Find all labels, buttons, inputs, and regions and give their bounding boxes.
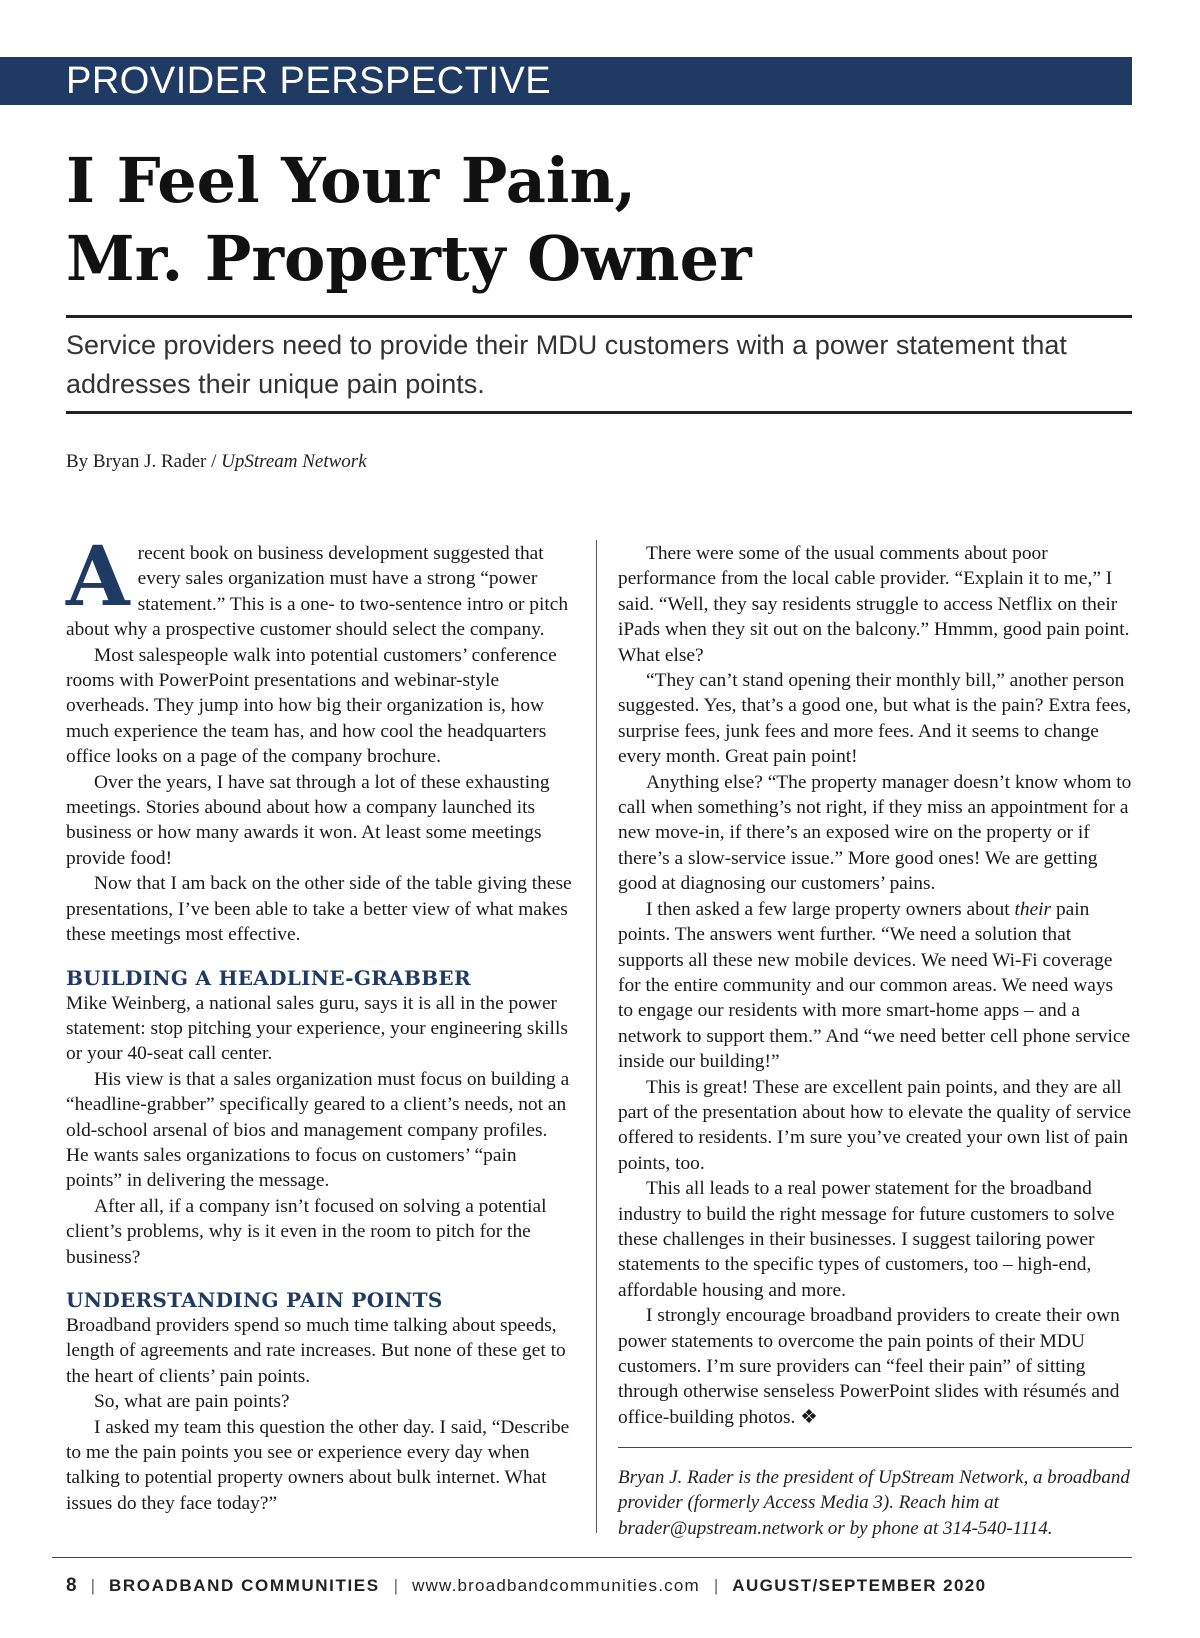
author-bio: Bryan J. Rader is the president of UpStream Network, a broadband provider (formerly Access Media 3). Reach him at brader@upstream.network or by phone at 314-540-1114. [618, 1467, 1130, 1539]
body-paragraph: Now that I am back on the other side of the table giving these presentations, I’ve been able to take a better view of what makes these meetings most effective. [66, 873, 572, 946]
body-paragraph: Most salespeople walk into potential customers’ conference rooms with PowerPoint presentations and webinar-style overheads. They jump into how big their organization is, how much experience the team has, and how cool the headquarters office looks on a page of the company brochure. [66, 644, 557, 768]
footer-divider [52, 1557, 1132, 1558]
body-paragraph: Anything else? “The property manager doesn’t know whom to call when something’s not right, if they miss an appointment for a new move-in, if there’s an exposed wire on the property or if there’s a slow-service issue.” More good ones! We are getting good at diagnosing our customers’ pains. [618, 771, 1132, 895]
body-paragraph: This all leads to a real power statement for the broadband industry to build the right message for future customers to solve these challenges in their businesses. I suggest tailoring power statements to the specific types of customers, too – high-end, affordable housing and more. [618, 1178, 1115, 1301]
article-title [66, 142, 1126, 298]
title-divider [66, 315, 1132, 318]
column-divider [596, 540, 597, 1533]
body-paragraph: After all, if a company isn’t focused on solving a potential client’s problems, why is it even in the room to pitch for the business? [66, 1195, 547, 1268]
title-line-1: I Feel Your Pain, [66, 144, 637, 217]
section-label: PROVIDER PERSPECTIVE [66, 60, 552, 102]
page-footer [66, 1575, 1132, 1597]
body-paragraph: His view is that a sales organization must focus on building a “headline-grabber” specifically geared to a client’s needs, not an old-school arsenal of bios and management company profiles. He wants sales organizations to focus on customers’ “pain points” in delivering the message. [66, 1068, 570, 1192]
right-column [618, 541, 1132, 1430]
end-mark-icon: ❖ [800, 1406, 818, 1428]
body-paragraph: Mike Weinberg, a national sales guru, says it is all in the power statement: stop pitching your experience, your engineering skills or your 40-seat call center. [66, 992, 568, 1065]
emphasis-text: their [1014, 898, 1052, 920]
bio-divider [618, 1447, 1132, 1448]
body-paragraph: There were some of the usual comments about poor performance from the local cable provider. “Explain it to me,” I said. “Well, they say residents struggle to access Netflix on their iPads when they sit out on the balcony.” Hmmm, good pain point. What else? [618, 543, 1130, 666]
intro-paragraph [66, 529, 574, 643]
intro-text: recent book on business development suggested that every sales organization must have a strong “power statement.” This is a one- to two-sentence intro or pitch about why a prospective customer should select the company. [66, 543, 569, 641]
body-paragraph: This is great! These are excellent pain points, and they are all part of the presentation about how to elevate the quality of service offered to residents. I’m sure you’ve created your own list of pain points, too. [618, 1076, 1132, 1174]
section-heading-headline-grabber: BUILDING A HEADLINE-GRABBER [66, 965, 471, 990]
byline-author: By Bryan J. Rader / [66, 451, 222, 472]
body-paragraph: So, what are pain points? [94, 1391, 290, 1413]
footer-separator: | [90, 1576, 95, 1595]
publication-website: www.broadbandcommunities.com [412, 1576, 700, 1595]
section-banner [0, 57, 1132, 105]
left-column [66, 529, 574, 1516]
byline [66, 451, 367, 473]
body-paragraph [618, 897, 1132, 1075]
paragraph-text: I strongly encourage broadband providers to create their own power statements to overcome the pain points of their MDU customers. I’m sure providers can “feel their pain” of sitting through otherwise senseless PowerPoint slides with résumés and office-building photos. [618, 1305, 1120, 1428]
body-paragraph: Over the years, I have sat through a lot of these exhausting meetings. Stories abound about how a company launched its business or how many awards it won. At least some meetings provide food! [66, 771, 550, 869]
body-paragraph: Broadband providers spend so much time talking about speeds, length of agreements and rate increases. But none of these get to the heart of clients’ pain points. [66, 1314, 566, 1387]
issue-date: AUGUST/SEPTEMBER 2020 [732, 1576, 987, 1595]
paragraph-text: I then asked a few large property owners about [646, 898, 1015, 920]
publication-name: BROADBAND COMMUNITIES [109, 1576, 380, 1595]
body-paragraph: “They can’t stand opening their monthly bill,” another person suggested. Yes, that’s a good one, but what is the pain? Extra fees, surprise fees, junk fees and more fees. And it seems to change every month. Great pain point! [618, 670, 1132, 768]
paragraph-text: pain points. The answers went further. “We need a solution that supports all these new mobile devices. We need Wi-Fi coverage for the entire community and our common areas. We need ways to engage our residents with more smart-home apps – and a network to support them.” And “we need better cell phone service inside our building!” [618, 898, 1131, 1073]
body-paragraph: I asked my team this question the other day. I said, “Describe to me the pain points you see or experience every day when talking to potential property owners about bulk internet. What issues do they face today?” [66, 1416, 570, 1514]
drop-cap: A [66, 529, 130, 625]
title-line-2: Mr. Property Owner [66, 222, 752, 295]
subtitle-divider [66, 411, 1132, 414]
body-paragraph [618, 1303, 1132, 1430]
footer-separator: | [713, 1576, 719, 1595]
page-number: 8 [66, 1575, 77, 1596]
footer-separator: | [393, 1576, 399, 1595]
section-heading-pain-points: UNDERSTANDING PAIN POINTS [66, 1287, 443, 1312]
byline-organization: UpStream Network [221, 451, 367, 472]
article-subtitle: Service providers need to provide their MDU customers with a power statement that addresses their unique pain points. [66, 330, 1067, 399]
